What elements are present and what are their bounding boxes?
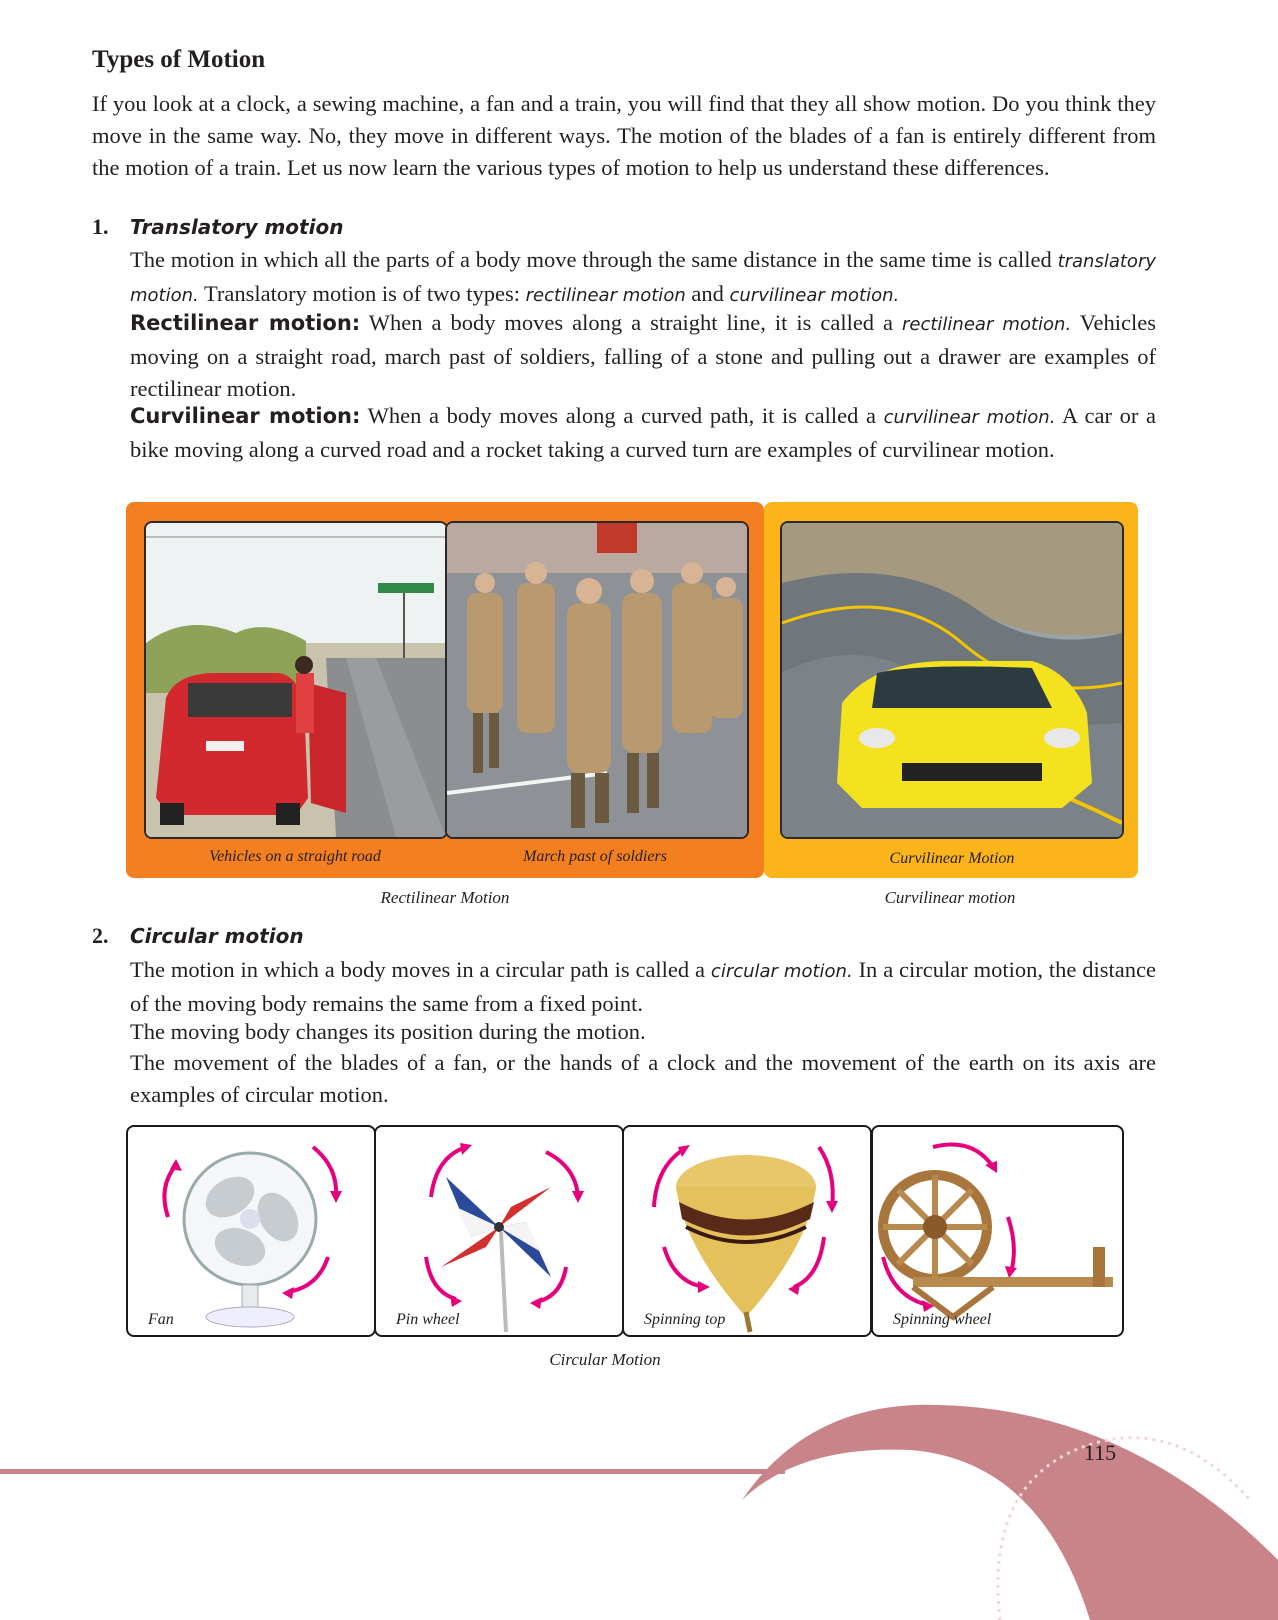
circular-definition — [130, 954, 1156, 1020]
label-fan: Fan — [148, 1311, 174, 1328]
term-rectilinear: rectilinear motion — [525, 285, 686, 306]
spinning-top-box — [622, 1125, 872, 1337]
section-1-number: 1. — [92, 214, 109, 239]
section-1-title-text: Translatory motion — [130, 215, 344, 239]
text-run: The motion in which all the parts of a body move through the same distance in the same time is called — [130, 247, 1058, 272]
spinning-top-icon — [624, 1127, 870, 1335]
curvy-road-photo — [780, 521, 1124, 839]
term-rectilinear-motion: rectilinear motion. — [902, 314, 1072, 335]
fan-icon — [128, 1127, 374, 1335]
car-on-road-image — [146, 523, 446, 837]
march-photo — [445, 521, 749, 839]
text-run: When a body moves along a straight line, it is called a — [360, 310, 902, 335]
page-number: 115 — [1083, 1440, 1117, 1465]
section-2-number: 2. — [92, 923, 109, 948]
term-translatory: translatory motion. — [130, 251, 1156, 306]
term-curvilinear-motion: curvilinear motion. — [883, 407, 1056, 428]
caption-circular: Circular Motion — [549, 1350, 661, 1369]
term-curvilinear: curvilinear motion. — [729, 285, 900, 306]
section-2-title — [92, 923, 304, 949]
fan-box — [126, 1125, 376, 1337]
yellow-car-image — [782, 523, 1122, 837]
section-heading: Types of Motion — [92, 46, 266, 73]
caption-curvilinear: Curvilinear motion — [884, 888, 1016, 907]
caption-march: March past of soldiers — [523, 848, 667, 865]
text-run: In a circular motion, the distance of the moving body remains the same from a fixed point. — [130, 957, 1156, 1016]
text-run: The motion in which a body moves in a circular path is called a — [130, 957, 711, 982]
curvilinear-paragraph — [130, 400, 1156, 466]
road-photo — [144, 521, 448, 839]
intro-paragraph: If you look at a clock, a sewing machine, a fan and a train, you will find that they all show motion. Do you think they move in the same way. No, they move in different ways. The motion of the blades of a fan is entirely different from the motion of a train. Let us now learn the various types of motion to help us understand these differences. — [92, 91, 1156, 180]
caption-road: Vehicles on a straight road — [209, 848, 381, 865]
spinning-wheel-icon — [873, 1127, 1122, 1335]
text-run: and — [685, 281, 730, 306]
label-spinning-top: Spinning top — [644, 1311, 726, 1328]
label-pinwheel: Pin wheel — [396, 1311, 460, 1328]
curvilinear-label: Curvilinear motion: — [130, 404, 361, 428]
spinning-wheel-box — [871, 1125, 1124, 1337]
footer-decoration — [0, 1380, 1278, 1620]
caption-rectilinear: Rectilinear Motion — [380, 888, 510, 907]
label-spinning-wheel: Spinning wheel — [893, 1311, 992, 1328]
rectilinear-paragraph — [130, 307, 1156, 405]
term-circular-motion: circular motion. — [710, 961, 853, 982]
text-run: When a body moves along a curved path, it is called a — [360, 403, 884, 428]
caption-curvilinear-inner: Curvilinear Motion — [889, 850, 1015, 867]
pinwheel-icon — [376, 1127, 622, 1335]
rectilinear-label: Rectilinear motion: — [130, 311, 361, 335]
text-run: Vehicles moving on a straight road, march past of soldiers, falling of a stone and pulling out a drawer are examples of rectilinear motion. — [130, 310, 1156, 401]
text-run: Translatory motion is of two types: — [198, 281, 526, 306]
translatory-definition — [130, 244, 1156, 312]
circular-paragraph-3: The movement of the blades of a fan, or the hands of a clock and the movement of the earth on its axis are examples of circular motion. — [130, 1050, 1156, 1107]
pinwheel-box — [374, 1125, 624, 1337]
section-1-title — [92, 214, 343, 240]
section-2-title-text: Circular motion — [130, 924, 304, 948]
circular-paragraph-2: The moving body changes its position during the motion. — [130, 1019, 646, 1044]
soldiers-march-image — [447, 523, 747, 837]
text-run: A car or a bike moving along a curved road and a rocket taking a curved turn are examples of curvilinear motion. — [130, 403, 1157, 462]
